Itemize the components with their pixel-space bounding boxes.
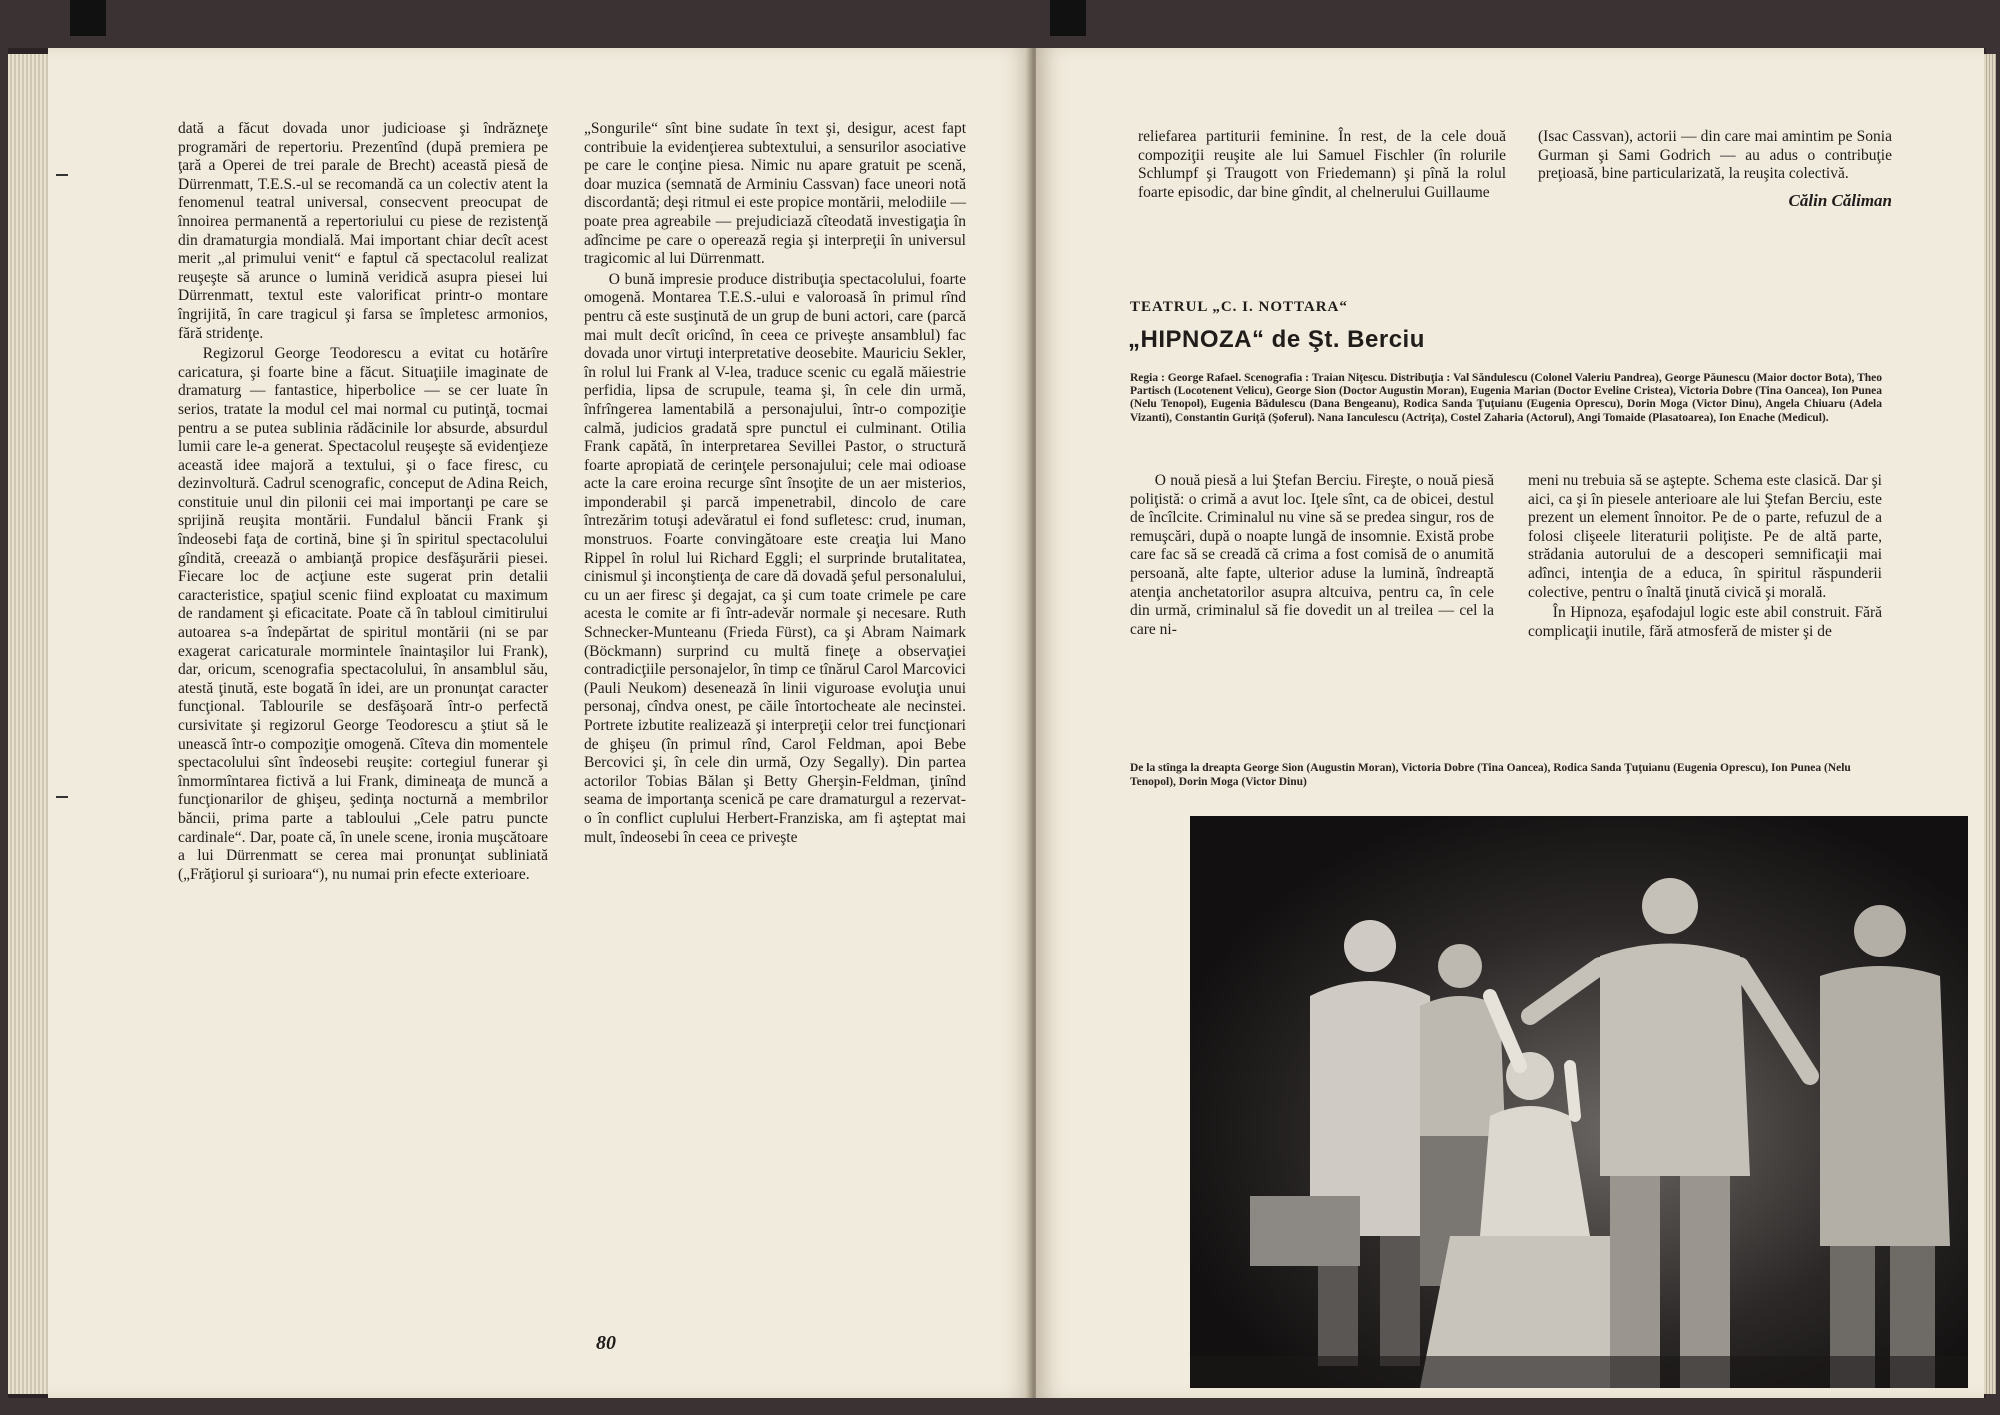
paragraph: „Songurile“ sînt bine sudate în text şi, desigur, acest fapt contribuie la evidenţierea subtextului, a sensurilor asociative pe care le conţine piesa. Nimic nu apare gratuit pe scenă, doar muzica (semnată de Arminiu Cassvan) face uneori notă discordantă; deşi ritmul ei este propice montării, melodiile — poate prea agreabile — prejudiciază cîteodată investigaţia în adîncime pe care o operează regia şi interpreţii în universul tragicomic al lui Dürrenmatt. [584,120,966,268]
page-edges [1984,54,1996,1394]
article-column-1 [1130,472,1494,639]
paragraph: dată a făcut dovada unor judicioase şi îndrăzneţe programări de repertoriu. Prezentînd (după premiera pe ţară a Operei de trei parale de Brecht) această piesă de Dürrenmatt, T.E.S.-ul se recomandă ca un colectiv atent la fenomenul teatral universal, consecvent preocupat de înnoirea permanentă a repertoriului cu piese de rezistenţă din dramaturgia mondială. Mai important chiar decît acest merit „al primului venit“ e faptul că spectacolul realizat reuşeşte să arunce o lumină veridică asupra piesei lui Dürrenmatt, textul este valorificat printr-o montare îngrijită, în care tragicul şi farsa se împletesc armonios, fără stridenţe. [178,120,548,342]
page-number: 80 [596,1332,616,1354]
paragraph: (Isac Cassvan), actorii — din care mai amintim pe Sonia Gurman şi Sami Godrich — au adus o contribuţie preţioasă, bine particularizată, la reuşita colectivă. [1538,128,1892,183]
paragraph: reliefarea partiturii feminine. În rest, de la cele două compoziţii reuşite ale lui Samuel Fischler (în rolurile Schlumpf şi Traugott von Friedemann) şi pînă la rolul foarte episodic, dar bine gîndit, al chelnerului Guillaume [1138,128,1506,201]
left-column-1 [178,120,548,884]
paragraph: Regizorul George Teodorescu a evitat cu hotărîre caricatura, şi foarte bine a făcut. Situaţiile imaginate de dramaturg — fantastice, hiperbolice — se cer luate în serios, tratate la modul cel mai normal cu putinţă, tocmai pentru a se putea sublinia rădăcinile lor absurde, absurdul lumii care le-a generat. Spectacolul reuşeşte să evidenţieze această idee majoră a textului, şi o face firesc, cu dezinvoltură. Cadrul scenografic, conceput de Adina Reich, constituie unul din pilonii cei mai importanţi pe care se sprijină reuşita montării. Fundalul băncii Frank şi îndeosebi faţa de cortină, bine şi în spiritul spectacolului gîndită, creează o ambianţă propice desfăşurării piesei. Fiecare loc de acţiune este sugerat prin detalii caracteristice, spaţiul scenic fiind exploatat cu maximum de randament şi eficacitate. Poate că în tabloul cimitirului autoarea s-a îndepărtat de spiritul montării (ni se par exagerat caricaturale mormintele înaintaşilor lui Frank), dar, oricum, scenografia spectacolului, în ansamblul său, atestă ţinută, este bogată în idei, are un pronunţat caracter funcţional. Tablourile se desfăşoară într-o perfectă cursivitate şi regizorul George Teodorescu a ştiut să le unească într-o compoziţie omogenă. Cîteva din momentele spectacolului sînt îndeosebi reuşite: cortegiul funerar şi înmormîntarea fictivă a lui Frank, dimineaţa de muncă a funcţionarilor de ghişeu, şedinţa nocturnă a membrilor băncii, prima parte a tabloului „Cele patru puncte cardinale“. Dar, poate că, în unele scene, ironia muşcătoare a lui Dürrenmatt se cerea mai pronunţat subliniată („Frăţiorul şi surioara“), nu numai prin efecte exterioare. [178,345,548,883]
production-credits: Regia : George Rafael. Scenografia : Traian Niţescu. Distribuţia : Val Săndulescu (Colonel Valeriu Pandrea), George Păunescu (Maior doctor Bota), Theo Partisch (Locotenent Velicu), George Sion (Doctor Augustin Moran), Eugenia Marian (Doctor Eveline Cristea), Victoria Dobre (Tina Oancea), Ion Punea (Nelu Tenopol), Eugenia Bădulescu (Dana Bengeanu), Rodica Sanda Ţuţuianu (Eugenia Oprescu), Dorin Moga (Victor Dinu), Angela Chiuaru (Adela Vizanti), Constantin Guriţă (Şoferul). Nana Ianculescu (Actriţa), Costel Zaharia (Actorul), Angi Tomaide (Plasatoarea), Ion Enache (Medicul). [1130,372,1882,424]
article-title: „HIPNOZA“ de Şt. Berciu [1128,326,1425,353]
paragraph-text: În Hipnoza, eşafodajul logic este abil construit. Fără complicaţii inutile, fără atmosferă de mister şi de [1528,604,1882,640]
stage-photo [1190,816,1968,1388]
paragraph: O nouă piesă a lui Ştefan Berciu. Fireşte, o nouă piesă poliţistă: o crimă a avut loc. Iţele sînt, ca de obicei, destul de încîlcite. Criminalul nu vine să se predea singur, ros de remuşcări, după o noapte lungă de insomnie. Există probe care fac să se creadă că crima a fost comisă de o anumită persoană, alte fapte, ulterior aduse la lumină, îndreaptă atenţia anchetatorilor asupra altcuiva, pentru ca, în cele din urmă, criminalul să fie dovedit un al treilea — cel la care ni- [1130,472,1494,638]
article-column-2 [1528,472,1882,641]
review-end-column-2 [1538,128,1892,210]
margin-mark [56,796,68,798]
paragraph: O bună impresie produce distribuţia spectacolului, foarte omogenă. Montarea T.E.S.-ului e valoroasă în primul rînd pentru că este susţinută de un grup de buni actori, care (parcă mai mult decît oricînd, în ceea ce priveşte ansamblul) fac dovada unor virtuţi interpretative deosebite. Mauriciu Sekler, în rolul lui Frank al V-lea, traduce scenic cu egală măiestrie perfidia, lipsa de scrupule, teama şi, în cele din urmă, înfrîngerea lamentabilă a personajului, într-o compoziţie calmă, judicios gradată spre punctul ei culminant. Otilia Frank capătă, în interpretarea Sevillei Pastor, o structură foarte apropiată de cerinţele personajului; cele mai odioase acte la care eroina recurge sînt însoţite de un aer misterios, imponderabil şi parcă impenetrabil, dincolo de care întrezărim totuşi adevăratul ei fond sufletesc: crud, inuman, monstruos. Foarte convingătoare este creaţia lui Mano Rippel în rolul lui Richard Eggli; el surprinde brutalitatea, cinismul şi inconştienţa de care dă dovadă şeful personalului, cu un aer firesc şi degajat, ca şi cum toate crimele pe care acesta le comite ar fi într-adevăr normale şi necesare. Ruth Schnecker-Munteanu (Frieda Fürst), ca şi Abram Naimark (Böckmann) surprind cu multă fineţe a observaţiei contradicţiile personajelor, în timp ce tînărul Carol Marcovici (Pauli Neukom) desenează în linii viguroase evoluţia unui personaj, cîndva onest, pe căile întortocheate ale necinstei. Portrete izbutite realizează şi interpreţii celor trei funcţionari de ghişeu (în primul rînd, Carol Feldman, apoi Bebe Bercovici şi, în cele din urmă, Ozy Segally). Din partea actorilor Tobias Bălan şi Betty Gherşin-Feldman, ţinînd seama de importanţa scenică pe care dramaturgul a rezervat-o în conflict cuplului Herbert-Franziska, am fi aşteptat mai mult, îndeosebi în ceea ce priveşte [584,270,966,846]
binder-clip [70,0,106,36]
left-page [48,48,1032,1398]
margin-mark [56,174,68,176]
review-end-column-1 [1138,128,1506,202]
photo-caption: De la stînga la dreapta George Sion (Augustin Moran), Victoria Dobre (Tina Oancea), Rodica Sanda Ţuţuianu (Eugenia Oprescu), Ion Punea (Nelu Tenopol), Dorin Moga (Victor Dinu) [1130,762,1851,788]
left-column-2 [584,120,966,847]
theatre-heading: TEATRUL „C. I. NOTTARA“ [1130,299,1348,315]
paragraph: meni nu trebuia să se aştepte. Schema este clasică. Dar şi aici, ca şi în piesele anterioare ale lui Ştefan Berciu, este prezent un element înnoitor. Pe de o parte, refuzul de a folosi clişeele literaturii poliţiste. Pe de altă parte, strădania autorului de a descoperi semnificaţii mai adînci, intenţia de a educa, în spiritul răspunderii colective, pentru o înaltă ţinută civică şi morală. [1528,472,1882,601]
author-byline: Călin Căliman [1788,190,1892,210]
stage-scene-illustration [1190,816,1968,1388]
paragraph [1528,604,1882,641]
page-edges [8,54,48,1394]
binder-clip [1050,0,1086,36]
